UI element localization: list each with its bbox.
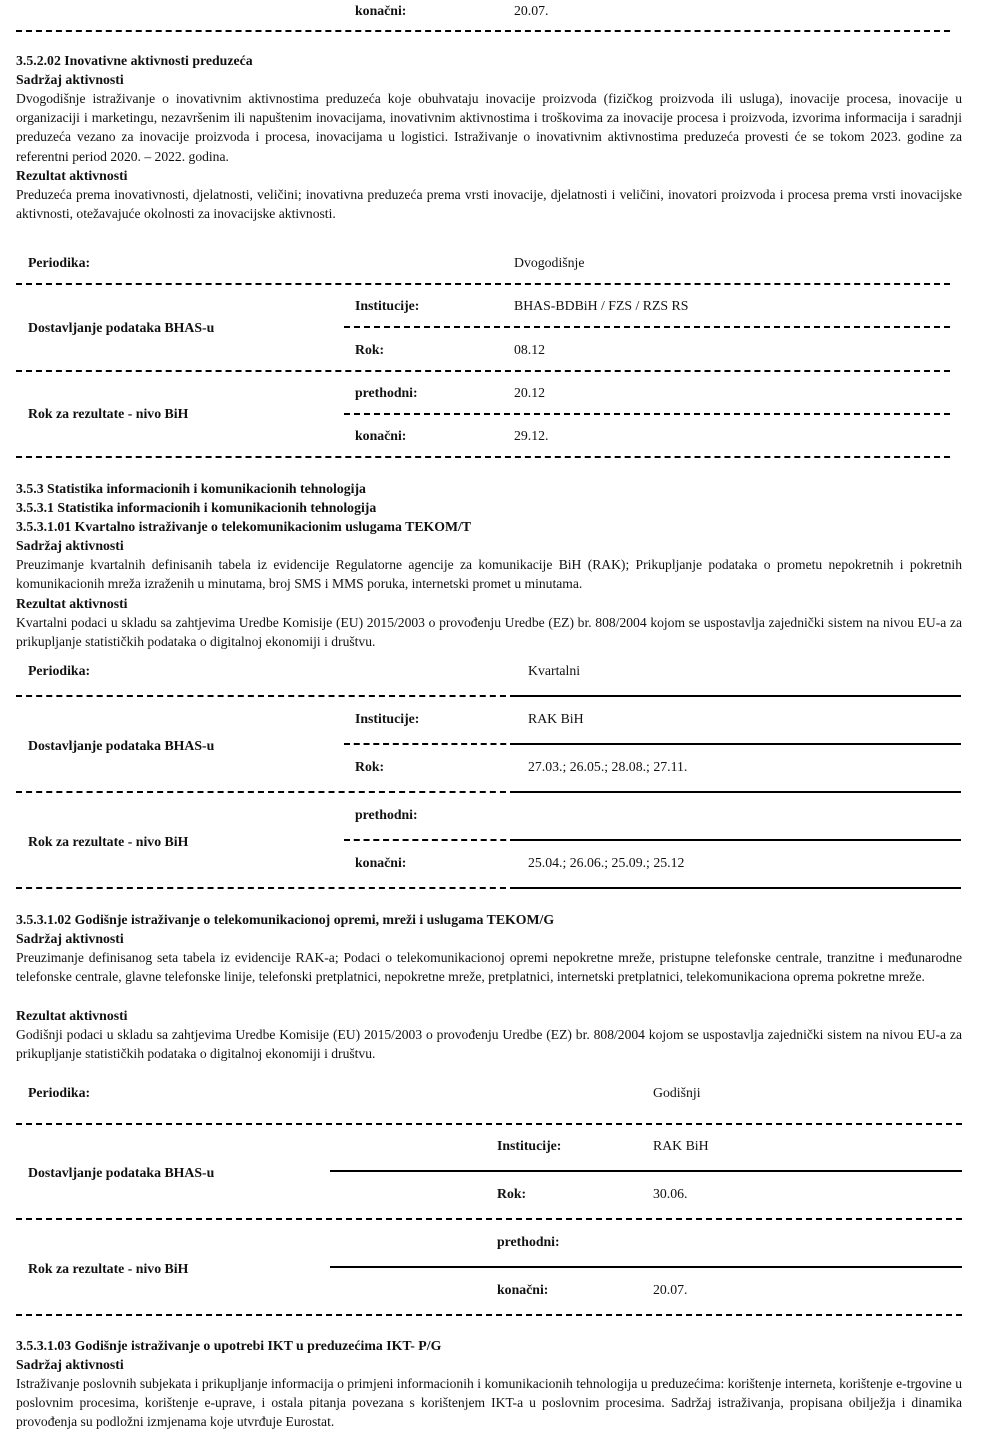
institutions-value: BHAS-BDBiH / FZS / RZS RS: [514, 298, 689, 313]
activity-heading: 3.5.3.1.03 Godišnje istraživanje o upotrebi IKT u preduzećima IKT- P/G: [16, 1338, 442, 1353]
result-text: Kvartalni podaci u skladu sa zahtjevima Uredbe Komisije (EU) 2015/2003 o provođenju Uredbe (EZ) br. 808/2004 kojom se uspostavlja zajednički sistem na nivou EU-a za prikupljanje statističkih podataka o digitalnoj ekonomiji i društvu.: [16, 615, 962, 650]
institutions-label: Institucije:: [355, 711, 420, 726]
periodika-value: Dvogodišnje: [514, 255, 585, 270]
institutions-label: Institucije:: [497, 1138, 562, 1153]
divider: [330, 1266, 962, 1268]
institutions-label: Institucije:: [355, 298, 420, 313]
content-text: Dvogodišnje istraživanje o inovativnim aktivnostima preduzeća koje obuhvataju inovacije proizvoda (fizičkog proizvoda ili usluga), inovacije procesa, inovacije u organizaciji i marketingu, nezavršenim ili napuštenim inovacijama, inovativnim aktivnostima i troškovima za inovacije procesa i proizvoda, izvorima informacija i saradnji preduzeća vezano za inovacije proizvoda i procesa, inovacijama u logistici. Istraživanje o inovativnim aktivnostima preduzeća provesti će se tokom 2023. godine za referentni period 2020. – 2022. godina.: [16, 91, 962, 164]
divider: [16, 695, 516, 697]
previous-label: prethodni:: [355, 807, 418, 822]
divider: [16, 1314, 962, 1316]
deadline-value: 27.03.; 26.05.; 28.08.; 27.11.: [528, 759, 688, 774]
result-label: Rezultat aktivnosti: [16, 168, 128, 183]
divider: [516, 887, 961, 889]
subsection-heading: 3.5.3.1 Statistika informacionih i komunikacionih tehnologija: [16, 500, 377, 515]
periodika-value: Godišnji: [653, 1085, 701, 1100]
section-heading: 3.5.2.02 Inovativne aktivnosti preduzeća: [16, 53, 253, 68]
delivery-label: Dostavljanje podataka BHAS-u: [28, 738, 215, 753]
periodika-label: Periodika:: [28, 255, 91, 270]
previous-label: prethodni:: [355, 385, 418, 400]
final-value: 25.04.; 26.06.; 25.09.; 25.12: [528, 855, 685, 870]
content-text: Preuzimanje kvartalnih definisanih tabela iz evidencije Regulatorne agencije za komunikacije BiH (RAK); Prikupljanje podataka o prometu nepokretnih i pokretnih komunikacionih mreža izraženih u minutama, broj SMS i MMS poruka, internetski promet u minutama.: [16, 557, 962, 592]
result-label: Rezultat aktivnosti: [16, 1008, 128, 1023]
results-deadline-label: Rok za rezultate - nivo BiH: [28, 406, 189, 421]
divider: [516, 743, 961, 745]
divider: [16, 791, 516, 793]
previous-value: 20.12: [514, 385, 546, 400]
periodika-value: Kvartalni: [528, 663, 581, 678]
previous-label: prethodni:: [497, 1234, 560, 1249]
final-value: 20.07.: [514, 3, 549, 18]
divider: [344, 839, 516, 841]
divider: [516, 839, 961, 841]
divider: [16, 456, 950, 458]
activity-heading: 3.5.3.1.02 Godišnje istraživanje o telekomunikacionoj opremi, mreži i uslugama TEKOM/G: [16, 912, 555, 927]
deadline-value: 08.12: [514, 342, 546, 357]
deadline-label: Rok:: [355, 342, 385, 357]
institutions-value: RAK BiH: [653, 1138, 709, 1153]
divider: [344, 743, 516, 745]
divider: [16, 370, 950, 372]
results-deadline-label: Rok za rezultate - nivo BiH: [28, 1261, 189, 1276]
divider: [516, 791, 961, 793]
periodika-label: Periodika:: [28, 1085, 91, 1100]
content-label: Sadržaj aktivnosti: [16, 931, 124, 946]
divider: [16, 887, 516, 889]
content-label: Sadržaj aktivnosti: [16, 1357, 124, 1372]
final-value: 20.07.: [653, 1282, 688, 1297]
activity-heading: 3.5.3.1.01 Kvartalno istraživanje o telekomunikacionim uslugama TEKOM/T: [16, 519, 472, 534]
content-text: Istraživanje poslovnih subjekata i prikupljanje informacija o primjeni informacionih i komunikacionih tehnologija u preduzećima: korištenje interneta, korištenje e-trgovine u poslovnim procesima, korištenje e-uprave, i ostala pitanja povezana s korištenjem IKT-a u poslovnim procesima. Sadržaj istraživanja, propisana obilježja i dinamika provođenja su podložni izmjenama koje utvrđuje Eurostat.: [16, 1376, 962, 1430]
section-heading: 3.5.3 Statistika informacionih i komunikacionih tehnologija: [16, 481, 366, 496]
divider: [344, 413, 950, 415]
delivery-label: Dostavljanje podataka BHAS-u: [28, 320, 215, 335]
deadline-label: Rok:: [355, 759, 385, 774]
final-value: 29.12.: [514, 428, 549, 443]
divider: [16, 283, 950, 285]
deadline-label: Rok:: [497, 1186, 527, 1201]
institutions-value: RAK BiH: [528, 711, 584, 726]
periodika-label: Periodika:: [28, 663, 91, 678]
result-text: Godišnji podaci u skladu sa zahtjevima Uredbe Komisije (EU) 2015/2003 o provođenju Uredbe (EZ) br. 808/2004 kojom se uspostavlja zajednički sistem na nivou EU-a za prikupljanje statističkih podataka o digitalnoj ekonomiji i društvu.: [16, 1027, 962, 1062]
divider: [16, 1123, 962, 1125]
content-text: Preuzimanje definisanog seta tabela iz evidencije RAK-a; Podaci o telekomunikacionoj opremi nepokretne mreže, pristupne telefonske centrale, tranzitne i međunarodne telefonske centrale, glavne telefonske linije, telefonski pretplatnici, nepokretne mreže, pretplatnici, internetski pretplatnici, telekomunikaciona oprema pokretne mreže.: [16, 950, 962, 985]
content-label: Sadržaj aktivnosti: [16, 538, 124, 553]
results-deadline-label: Rok za rezultate - nivo BiH: [28, 834, 189, 849]
final-label: konačni:: [497, 1282, 549, 1297]
final-label: konačni:: [355, 428, 407, 443]
final-label: konačni:: [355, 855, 407, 870]
divider: [16, 1218, 962, 1220]
divider: [16, 30, 950, 32]
divider: [516, 695, 961, 697]
content-label: Sadržaj aktivnosti: [16, 72, 124, 87]
deadline-value: 30.06.: [653, 1186, 688, 1201]
divider: [344, 326, 950, 328]
result-text: Preduzeća prema inovativnosti, djelatnosti, veličini; inovativna preduzeća prema vrsti inovacije, djelatnosti i veličini, inovatori proizvoda i procesa prema vrsti inovacijske aktivnosti, otežavajuće okolnosti za inovacijske aktivnosti.: [16, 187, 962, 222]
delivery-label: Dostavljanje podataka BHAS-u: [28, 1165, 215, 1180]
result-label: Rezultat aktivnosti: [16, 596, 128, 611]
final-label: konačni:: [355, 3, 407, 18]
divider: [330, 1170, 962, 1172]
